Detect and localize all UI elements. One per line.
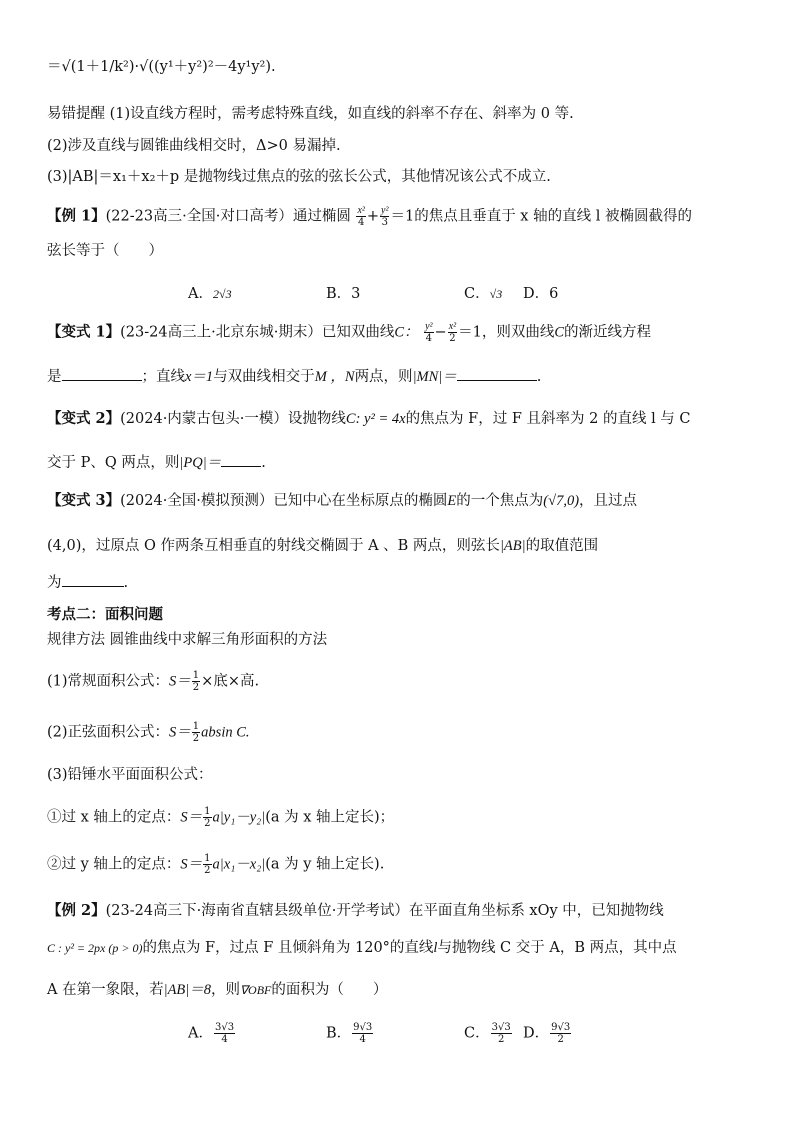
example-2-line-1 <box>47 900 754 922</box>
example-1-line-2 <box>47 240 754 262</box>
answer-blank-ab[interactable] <box>62 572 124 587</box>
variant-1-text-6: 两点，则 <box>354 369 413 385</box>
ex2-option-d[interactable]: D． $\frac{9√3}{2}$ <box>523 1022 571 1045</box>
pq-length: |PQ|＝ <box>179 455 222 471</box>
variant-3-source: (2024·全国·模拟预测）已知中心在坐标原点的椭圆 <box>120 493 448 509</box>
half-fraction: $\frac{1}{2}$ <box>204 806 211 829</box>
hyperbola-fraction-y: $\frac{\text{y²}}{4}$ <box>425 321 433 344</box>
formula-text: ＝√(1＋1/k²)·√((y¹＋y²)²－4y¹y²). <box>47 59 276 75</box>
half-fraction: $\frac{1}{2}$ <box>192 670 200 693</box>
ab-length: |AB| <box>499 538 526 554</box>
example-1-line-1: 【例 1】(22-23高三·全国·对口高考）通过椭圆 $\frac{\text{x²}}{4}$ + $\frac{\text{y²}}{3}$ ＝1的焦点且垂直于 x 轴的直线 l 被椭圆截得的 <box>47 205 692 228</box>
rule-method: 规律方法 圆锥曲线中求解三角形面积的方法 <box>47 632 328 648</box>
example-2-text-4: ，则 <box>211 982 241 998</box>
example-1-label: 【例 1】 <box>47 207 106 225</box>
s-equals: S＝ <box>180 856 203 873</box>
variant-3-line-2 <box>47 535 754 557</box>
variant-1-text-2: 的渐近线方程 <box>564 324 652 341</box>
formula-5-text: (a 为 y 轴上定长). <box>265 856 385 873</box>
formula-line-1 <box>47 56 754 78</box>
example-2-text-2: 与抛物线 C 交于 A，B 两点，其中点 <box>437 940 677 956</box>
example-1-text: 的焦点且垂直于 x 轴的直线 l 被椭圆截得的 <box>414 208 692 225</box>
example-2-line-2 <box>47 937 754 959</box>
ellipse-fraction-y: $\frac{\text{y²}}{3}$ <box>381 205 389 228</box>
x-axis-formula: a|y₁－y₂| <box>212 809 266 826</box>
parabola-equation: C: y² = 4x <box>345 411 406 427</box>
formula-5 <box>47 853 754 876</box>
ab-equals-8: |AB|＝8 <box>163 982 212 998</box>
ex1-option-d[interactable]: D．6 <box>523 286 559 302</box>
formula-4-text: (a 为 x 轴上定长)； <box>265 809 395 826</box>
error-reminder-3 <box>47 166 754 188</box>
line-x-eq-1: x＝1 <box>185 369 214 385</box>
formula-2 <box>47 721 754 744</box>
formula-3: (3)铅锤水平面面积公式： <box>47 767 213 783</box>
line-l: l <box>433 940 438 956</box>
ex1-option-a[interactable]: A．2√3 <box>188 286 232 302</box>
answer-blank-asymptote[interactable] <box>62 366 142 381</box>
variant-1-text-1: ，则双曲线 <box>481 324 555 341</box>
ellipse-e: E <box>447 493 457 509</box>
variant-3-line-3: 为 . <box>47 572 754 594</box>
variant-2-line-2: 交于 P、Q 两点，则|PQ|＝ . <box>47 452 754 474</box>
variant-2-line-1 <box>47 408 754 430</box>
answer-blank-mn[interactable] <box>457 366 537 381</box>
mn-length: |MN|＝ <box>412 369 457 385</box>
example-2-text-3: A 在第一象限，若 <box>47 982 164 998</box>
ex2-option-a[interactable]: A． $\frac{3√3}{4}$ <box>188 1022 235 1045</box>
section-title-area: 考点二：面积问题 <box>47 606 163 623</box>
points-mn: M ，N <box>314 369 355 385</box>
curve-c: C <box>554 324 565 341</box>
focus-point: (√7,0) <box>543 493 580 509</box>
s-equals: S＝ <box>169 673 191 690</box>
variant-2-text: 的焦点为 F，过 F 且斜率为 2 的直线 l 与 C <box>405 411 691 427</box>
y-axis-formula: a|x₁－x₂| <box>212 856 266 873</box>
variant-2-source: (2024·内蒙古包头·一模）设抛物线 <box>120 411 346 427</box>
reminder-text-2: (2)涉及直线与圆锥曲线相交时，Δ>0 易漏掉. <box>47 138 341 154</box>
example-2-source: (23-24高三下·海南省直辖县级单位·开学考试）在平面直角坐标系 xOy 中，已知抛物线 <box>105 903 664 919</box>
formula-4 <box>47 806 754 829</box>
formula-1 <box>47 670 754 693</box>
ex1-option-c[interactable]: C．√3 <box>464 286 503 302</box>
variant-3-text-5: 为 <box>47 575 62 591</box>
formula-5-label: ②过 y 轴上的定点： <box>47 856 181 873</box>
formula-2-label: (2)正弦面积公式： <box>47 724 170 741</box>
variant-3-text-4: 的取值范围 <box>525 538 599 554</box>
variant-1-source: (23-24高三上·北京东城·期末）已知双曲线 <box>120 324 395 341</box>
example-2-label: 【例 2】 <box>47 902 106 919</box>
s-equals: S＝ <box>180 809 203 826</box>
variant-1-text-5: 与双曲线相交于 <box>213 369 315 385</box>
variant-2-label: 【变式 2】 <box>47 410 121 427</box>
variant-1-text-3: 是 <box>47 369 62 385</box>
error-reminder-2 <box>47 135 754 157</box>
formula-1-text: ×底×高. <box>201 673 260 690</box>
variant-1-line-2: 是 ；直线x＝1与双曲线相交于M ，N两点，则|MN|＝ . <box>47 366 754 388</box>
s-equals: S＝ <box>169 724 191 741</box>
reminder-text-3: (3)|AB|＝x₁＋x₂＋p 是抛物线过焦点的弦的弦长公式，其他情况该公式不成立. <box>47 169 551 185</box>
half-fraction: $\frac{1}{2}$ <box>204 853 211 876</box>
hyperbola-fraction-x: $\frac{\text{x²}}{2}$ <box>448 321 457 344</box>
ex1-option-b[interactable]: B．3 <box>326 286 361 302</box>
formula-1-label: (1)常规面积公式： <box>47 673 170 690</box>
ex2-option-c[interactable]: C． $\frac{3√3}{2}$ <box>464 1022 511 1045</box>
variant-1-text-4: ；直线 <box>141 369 185 385</box>
variant-3-label: 【变式 3】 <box>47 492 121 509</box>
reminder-text-1: 易错提醒 (1)设直线方程时，需考虑特殊直线，如直线的斜率不存在、斜率为 0 等. <box>47 106 574 122</box>
parabola-2-equation: C : y² = 2px (p > 0) <box>47 941 143 955</box>
variant-3-text-1: 的一个焦点为 <box>456 493 544 509</box>
variant-3-line-1 <box>47 490 754 512</box>
variant-3-text-3: (4,0)，过原点 O 作两条互相垂直的射线交椭圆于 A 、B 两点，则弦长 <box>47 538 500 554</box>
formula-2-text: absin C. <box>201 724 250 741</box>
error-reminder-1 <box>47 103 754 125</box>
ellipse-eq: ＝1 <box>390 208 415 225</box>
variant-2-text-2: 交于 P、Q 两点，则 <box>47 455 180 471</box>
answer-blank-pq[interactable] <box>221 452 261 467</box>
variant-3-text-2: ，且过点 <box>579 493 638 509</box>
hyperbola-name: C： <box>394 324 419 341</box>
triangle-obf: ∇OBF <box>240 983 272 997</box>
ellipse-fraction-x: $\frac{\text{x²}}{4}$ <box>357 205 365 228</box>
example-2-line-3 <box>47 979 754 1001</box>
example-2-question: 的面积为（ ） <box>271 982 388 998</box>
ex2-option-b[interactable]: B． $\frac{9√3}{4}$ <box>326 1022 373 1045</box>
example-1-question: 弦长等于（ ） <box>47 243 163 259</box>
hyperbola-eq: ＝1 <box>458 324 482 341</box>
formula-4-label: ①过 x 轴上的定点： <box>47 809 181 826</box>
variant-1-label: 【变式 1】 <box>47 323 121 341</box>
variant-1-line-1: 【变式 1】(23-24高三上·北京东城·期末）已知双曲线C： $\frac{\text{y²}}{4}$ − $\frac{\text{x²}}{2}$ ＝1，则双曲线C的渐近线方程 <box>47 321 652 344</box>
example-1-source: (22-23高三·全国·对口高考）通过椭圆 <box>105 208 351 225</box>
half-fraction: $\frac{1}{2}$ <box>192 721 200 744</box>
example-2-text-1: 的焦点为 F，过点 F 且倾斜角为 120°的直线 <box>142 940 434 956</box>
